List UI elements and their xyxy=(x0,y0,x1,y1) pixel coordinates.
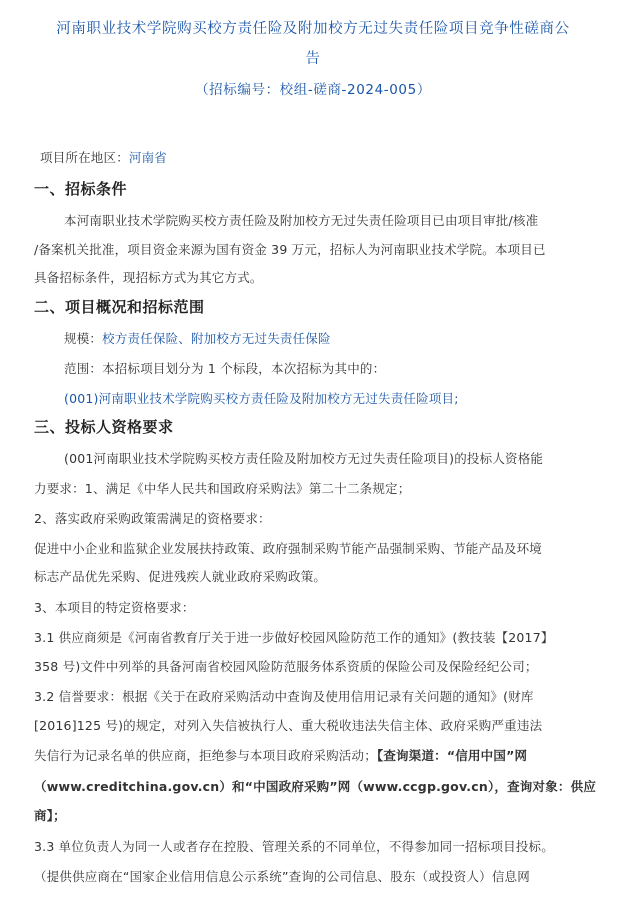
scope-label: 范围： xyxy=(64,361,103,376)
section-3-text-14: 3.3 单位负责人为同一人或者存在控股、管理关系的不同单位，不得参加同一招标项目投标。 xyxy=(34,839,554,854)
section-3-text-10: [2016]125 号)的规定，对列入失信被执行人、重大税收违法失信主体、政府采购严重违法 xyxy=(34,718,543,733)
region-line xyxy=(40,148,167,166)
section-3-text-9: 3.2 信誉要求：根据《关于在政府采购活动中查询及使用信用记录有关问题的通知》(财库 xyxy=(34,689,534,704)
section-3-text-11a: 失信行为记录名单的供应商，拒绝参与本项目政府采购活动； xyxy=(34,748,377,763)
lot-line: (001)河南职业技术学院购买校方责任险及附加校方无过失责任险项目; xyxy=(64,391,459,406)
scale-value: 校方责任保险、附加校方无过失责任保险 xyxy=(102,331,331,346)
scale-line xyxy=(64,329,331,347)
scale-label: 规模： xyxy=(64,331,103,346)
section-3-text-6: 3、本项目的特定资格要求： xyxy=(34,600,195,615)
scope-line xyxy=(64,359,385,377)
section-3-text-4: 促进中小企业和监狱企业发展扶持政策、政府强制采购节能产品强制采购、节能产品及环境 xyxy=(34,541,543,556)
section-3-text-12 xyxy=(34,777,596,795)
section-3-text-12a: （www.creditchina.gov.cn）和“中国政府采购”网（www.ccgp.gov.cn），查询对象 xyxy=(34,779,558,794)
section-2-heading: 二、项目概况和招标范围 xyxy=(34,298,205,316)
section-3-text-13: 商】； xyxy=(34,808,66,823)
title-line-1: 河南职业技术学院购买校方责任险及附加校方无过失责任险项目竞争性磋商公 xyxy=(56,21,570,37)
section-3-text-7: 3.1 供应商须是《河南省教育厅关于进一步做好校园风险防范工作的通知》(教技装【2017】 xyxy=(34,630,554,645)
section-1-text-1: 本河南职业技术学院购买校方责任险及附加校方无过失责任险项目已由项目审批/核准 xyxy=(64,213,539,228)
section-3-text-12b: ：供应 xyxy=(557,779,597,794)
section-3-text-15: （提供供应商在“国家企业信用信息公示系统”查询的公司信息、股东（或投资人）信息网 xyxy=(34,869,530,884)
section-1-text-2: /备案机关批准，项目资金来源为国有资金 39 万元，招标人为河南职业技术学院。本项目已 xyxy=(34,242,546,257)
title-line-2: 告 xyxy=(305,51,321,67)
section-1-text-3: 具备招标条件，现招标方式为其它方式。 xyxy=(34,270,263,285)
section-3-text-2: 力要求：1、满足《中华人民共和国政府采购法》第二十二条规定； xyxy=(34,481,411,496)
section-3-heading: 三、投标人资格要求 xyxy=(34,418,174,436)
section-1-heading: 一、招标条件 xyxy=(34,180,128,198)
scope-value: 本招标项目划分为 1 个标段，本次招标为其中的： xyxy=(102,361,386,376)
section-3-text-5: 标志产品优先采购、促进残疾人就业政府采购政策。 xyxy=(34,569,327,584)
region-label: 项目所在地区： xyxy=(40,150,129,165)
region-value: 河南省 xyxy=(128,150,168,165)
section-3-text-11 xyxy=(34,746,527,764)
tender-code: （招标编号：校组-磋商-2024-005） xyxy=(195,82,431,98)
section-3-text-8: 358 号)文件中列举的具备河南省校园风险防范服务体系资质的保险公司及保险经纪公司； xyxy=(34,659,538,674)
section-3-text-3: 2、落实政府采购政策需满足的资格要求： xyxy=(34,511,271,526)
query-channel-start: 【查询渠道：“信用中国”网 xyxy=(376,748,528,763)
section-3-text-1: (001河南职业技术学院购买校方责任险及附加校方无过失责任险项目)的投标人资格能 xyxy=(64,451,544,466)
